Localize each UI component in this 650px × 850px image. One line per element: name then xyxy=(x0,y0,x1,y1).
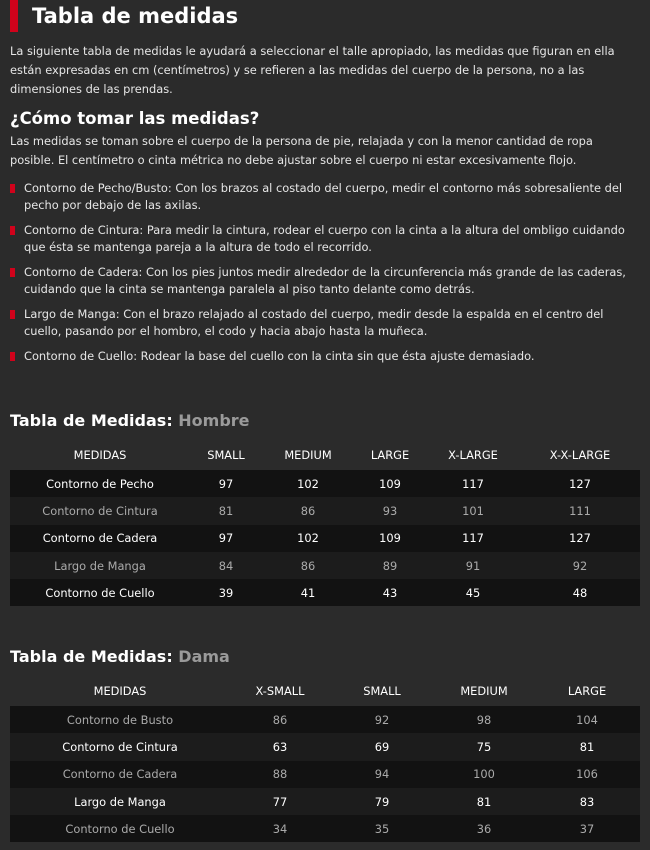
measure-value-cell: 41 xyxy=(262,579,354,606)
column-header: X-LARGE xyxy=(426,440,520,470)
measure-name-cell: Contorno de Busto xyxy=(10,706,230,733)
column-header: LARGE xyxy=(354,440,426,470)
bullet-icon xyxy=(10,226,15,235)
measure-value-cell: 86 xyxy=(262,497,354,524)
instruction-text: Con los brazos al costado del cuerpo, medir el contorno más sobresaliente del pecho por debajo de las axilas. xyxy=(24,181,622,212)
column-header: SMALL xyxy=(190,440,262,470)
measure-value-cell: 111 xyxy=(520,497,640,524)
column-header: MEDIUM xyxy=(262,440,354,470)
measure-value-cell: 86 xyxy=(230,706,330,733)
measure-name-cell: Contorno de Pecho xyxy=(10,470,190,497)
instruction-label: Contorno de Cintura: xyxy=(24,223,144,237)
measure-value-cell: 79 xyxy=(330,788,434,815)
measure-value-cell: 117 xyxy=(426,525,520,552)
column-header: X-SMALL xyxy=(230,676,330,706)
bullet-icon xyxy=(10,268,15,277)
column-header: LARGE xyxy=(534,676,640,706)
measure-value-cell: 93 xyxy=(354,497,426,524)
measure-value-cell: 102 xyxy=(262,525,354,552)
column-header: X-X-LARGE xyxy=(520,440,640,470)
instruction-label: Contorno de Pecho/Busto: xyxy=(24,181,172,195)
measure-value-cell: 106 xyxy=(534,761,640,788)
table-row xyxy=(10,815,640,842)
bullet-icon xyxy=(10,184,15,193)
women-table-title-label: Tabla de Medidas: xyxy=(10,647,179,666)
how-to-measure-title: ¿Cómo tomar las medidas? xyxy=(10,109,260,128)
page-title: Tabla de medidas xyxy=(32,4,239,28)
measure-value-cell: 34 xyxy=(230,815,330,842)
instruction-text: Con el brazo relajado al costado del cuerpo, medir desde la espalda en el centro del cuello, pasando por el hombro, el codo y hacia abajo hasta la muñeca. xyxy=(24,307,604,338)
table-row xyxy=(10,525,640,552)
measure-name-cell: Contorno de Cadera xyxy=(10,525,190,552)
instruction-item-hip xyxy=(10,264,640,298)
measure-value-cell: 127 xyxy=(520,470,640,497)
table-row xyxy=(10,497,640,524)
column-header: SMALL xyxy=(330,676,434,706)
measure-value-cell: 86 xyxy=(262,552,354,579)
measure-value-cell: 77 xyxy=(230,788,330,815)
measure-value-cell: 81 xyxy=(190,497,262,524)
measure-value-cell: 81 xyxy=(534,733,640,760)
instruction-item-waist xyxy=(10,222,640,256)
intro-text: La siguiente tabla de medidas le ayudará a seleccionar el talle apropiado, las medidas que figuran en ella están expresadas en cm (centímetros) y se refieren a las medidas del cuerpo de la persona, no a las dimensiones de las prendas. xyxy=(10,44,615,96)
measure-value-cell: 94 xyxy=(330,761,434,788)
measure-value-cell: 100 xyxy=(434,761,534,788)
measure-value-cell: 81 xyxy=(434,788,534,815)
measure-value-cell: 109 xyxy=(354,525,426,552)
men-table-title xyxy=(10,411,640,430)
instruction-label: Largo de Manga: xyxy=(24,307,120,321)
bullet-icon xyxy=(10,352,15,361)
measure-value-cell: 45 xyxy=(426,579,520,606)
measure-value-cell: 84 xyxy=(190,552,262,579)
column-header: MEDIUM xyxy=(434,676,534,706)
accent-bar xyxy=(10,0,18,32)
measure-name-cell: Contorno de Cuello xyxy=(10,815,230,842)
measure-value-cell: 97 xyxy=(190,525,262,552)
measure-value-cell: 36 xyxy=(434,815,534,842)
measure-name-cell: Largo de Manga xyxy=(10,552,190,579)
column-header: MEDIDAS xyxy=(10,676,230,706)
instruction-item-neck xyxy=(10,348,640,365)
measure-value-cell: 97 xyxy=(190,470,262,497)
women-table-subtitle: Dama xyxy=(178,647,230,666)
women-table-title xyxy=(10,647,640,666)
table-header-row xyxy=(10,676,640,706)
men-table-subtitle: Hombre xyxy=(178,411,250,430)
measure-value-cell: 69 xyxy=(330,733,434,760)
men-size-table xyxy=(10,440,640,606)
measure-value-cell: 104 xyxy=(534,706,640,733)
bullet-icon xyxy=(10,310,15,319)
column-header: MEDIDAS xyxy=(10,440,190,470)
measure-name-cell: Contorno de Cintura xyxy=(10,497,190,524)
table-row xyxy=(10,706,640,733)
women-size-table xyxy=(10,676,640,842)
table-row xyxy=(10,470,640,497)
table-row xyxy=(10,733,640,760)
instruction-item-sleeve xyxy=(10,306,640,340)
measure-value-cell: 89 xyxy=(354,552,426,579)
table-row xyxy=(10,579,640,606)
measure-name-cell: Contorno de Cuello xyxy=(10,579,190,606)
instruction-label: Contorno de Cuello: xyxy=(24,349,138,363)
measure-value-cell: 92 xyxy=(330,706,434,733)
measure-value-cell: 98 xyxy=(434,706,534,733)
measure-value-cell: 35 xyxy=(330,815,434,842)
measure-name-cell: Contorno de Cintura xyxy=(10,733,230,760)
measure-value-cell: 83 xyxy=(534,788,640,815)
measure-value-cell: 117 xyxy=(426,470,520,497)
table-row xyxy=(10,552,640,579)
table-row xyxy=(10,761,640,788)
measure-value-cell: 102 xyxy=(262,470,354,497)
table-header-row xyxy=(10,440,640,470)
measure-value-cell: 63 xyxy=(230,733,330,760)
page-header xyxy=(0,0,650,32)
instruction-item-chest xyxy=(10,180,640,214)
measure-value-cell: 75 xyxy=(434,733,534,760)
measure-value-cell: 109 xyxy=(354,470,426,497)
measure-value-cell: 101 xyxy=(426,497,520,524)
measure-value-cell: 39 xyxy=(190,579,262,606)
measure-value-cell: 88 xyxy=(230,761,330,788)
men-size-section xyxy=(0,411,650,606)
measure-value-cell: 37 xyxy=(534,815,640,842)
measure-name-cell: Largo de Manga xyxy=(10,788,230,815)
measure-value-cell: 127 xyxy=(520,525,640,552)
instruction-text: Rodear la base del cuello con la cinta sin que ésta ajuste demasiado. xyxy=(137,349,535,363)
measure-name-cell: Contorno de Cadera xyxy=(10,761,230,788)
how-to-measure-description: Las medidas se toman sobre el cuerpo de la persona de pie, relajada y con la menor cantidad de ropa posible. El centímetro o cinta métrica no debe ajustar sobre el cuerpo ni estar excesivamente flojo. xyxy=(10,134,593,167)
men-table-title-label: Tabla de Medidas: xyxy=(10,411,179,430)
table-row xyxy=(10,788,640,815)
instruction-list xyxy=(10,180,640,365)
measure-value-cell: 91 xyxy=(426,552,520,579)
measure-value-cell: 43 xyxy=(354,579,426,606)
instruction-text: Con los pies juntos medir alrededor de la circunferencia más grande de las caderas, cuidando que la cinta se mantenga paralela al piso tanto delante como detrás. xyxy=(24,265,626,296)
women-size-section xyxy=(0,647,650,842)
measure-value-cell: 92 xyxy=(520,552,640,579)
instruction-label: Contorno de Cadera: xyxy=(24,265,143,279)
measure-value-cell: 48 xyxy=(520,579,640,606)
instruction-text: Para medir la cintura, rodear el cuerpo con la cinta a la altura del ombligo cuidando que ésta se mantenga pareja a la altura de todo el recorrido. xyxy=(24,223,625,254)
